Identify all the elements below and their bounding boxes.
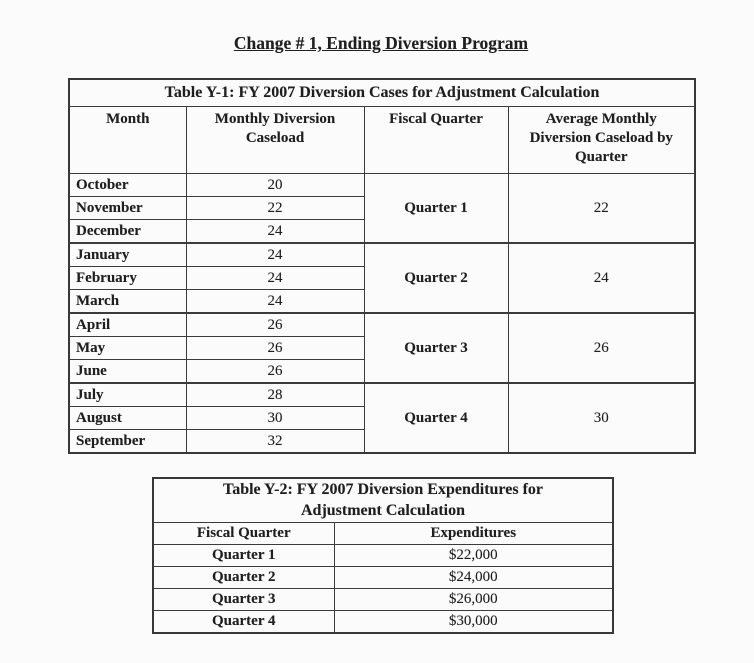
month-cell: April xyxy=(69,313,186,337)
caseload-cell: 20 xyxy=(186,174,364,197)
caseload-cell: 26 xyxy=(186,360,364,384)
month-cell: January xyxy=(69,243,186,267)
table-y1-header-average xyxy=(508,107,695,174)
table-y1-title: Table Y-1: FY 2007 Diversion Cases for Adjustment Calculation xyxy=(69,79,695,107)
month-cell: August xyxy=(69,407,186,430)
caseload-cell: 28 xyxy=(186,383,364,407)
table-y2-header-expenditures: Expenditures xyxy=(334,523,613,545)
caseload-cell: 32 xyxy=(186,430,364,454)
amount-cell: $26,000 xyxy=(334,589,613,611)
amount-cell: $24,000 xyxy=(334,567,613,589)
average-cell: 30 xyxy=(508,383,695,453)
month-cell: November xyxy=(69,197,186,220)
month-cell: May xyxy=(69,337,186,360)
average-cell: 22 xyxy=(508,174,695,244)
month-cell: June xyxy=(69,360,186,384)
table-y1-title-row xyxy=(69,79,695,107)
caseload-cell: 24 xyxy=(186,220,364,244)
table-y1-header-row xyxy=(69,107,695,174)
month-cell: February xyxy=(69,267,186,290)
amount-cell: $30,000 xyxy=(334,611,613,634)
table-y2-row xyxy=(153,611,613,634)
quarter-cell: Quarter 2 xyxy=(153,567,334,589)
quarter-cell: Quarter 3 xyxy=(364,313,508,383)
table-y2-header-quarter: Fiscal Quarter xyxy=(153,523,334,545)
table-y2-title-row xyxy=(153,478,613,523)
table-y1-row xyxy=(69,174,695,197)
table-y1-header-average-text: Average Monthly Diversion Caseload by Quarter xyxy=(529,111,673,166)
table-y2-row xyxy=(153,589,613,611)
month-cell: October xyxy=(69,174,186,197)
caseload-cell: 26 xyxy=(186,337,364,360)
table-y1-row xyxy=(69,383,695,407)
table-y1-row xyxy=(69,243,695,267)
quarter-cell: Quarter 3 xyxy=(153,589,334,611)
table-y1-header-quarter: Fiscal Quarter xyxy=(364,107,508,174)
table-y1-header-month: Month xyxy=(69,107,186,174)
table-y2-header-row xyxy=(153,523,613,545)
caseload-cell: 24 xyxy=(186,290,364,314)
document-title: Change # 1, Ending Diversion Program xyxy=(233,33,529,53)
table-y2-title-text: Table Y-2: FY 2007 Diversion Expenditures for Adjustment Calculation xyxy=(222,480,543,519)
table-y2 xyxy=(152,477,614,634)
caseload-cell: 22 xyxy=(186,197,364,220)
caseload-cell: 26 xyxy=(186,313,364,337)
caseload-cell: 24 xyxy=(186,243,364,267)
quarter-cell: Quarter 1 xyxy=(153,545,334,567)
table-y2-row xyxy=(153,545,613,567)
month-cell: July xyxy=(69,383,186,407)
table-y1-header-caseload xyxy=(186,107,364,174)
average-cell: 26 xyxy=(508,313,695,383)
month-cell: December xyxy=(69,220,186,244)
caseload-cell: 24 xyxy=(186,267,364,290)
month-cell: March xyxy=(69,290,186,314)
month-cell: September xyxy=(69,430,186,454)
table-y1 xyxy=(68,78,696,454)
quarter-cell: Quarter 1 xyxy=(364,174,508,244)
amount-cell: $22,000 xyxy=(334,545,613,567)
table-y1-header-caseload-text: Monthly Diversion Caseload xyxy=(214,111,336,147)
caseload-cell: 30 xyxy=(186,407,364,430)
table-y2-title xyxy=(153,478,613,523)
quarter-cell: Quarter 2 xyxy=(364,243,508,313)
quarter-cell: Quarter 4 xyxy=(364,383,508,453)
quarter-cell: Quarter 4 xyxy=(153,611,334,634)
table-y2-row xyxy=(153,567,613,589)
average-cell: 24 xyxy=(508,243,695,313)
table-y1-row xyxy=(69,313,695,337)
